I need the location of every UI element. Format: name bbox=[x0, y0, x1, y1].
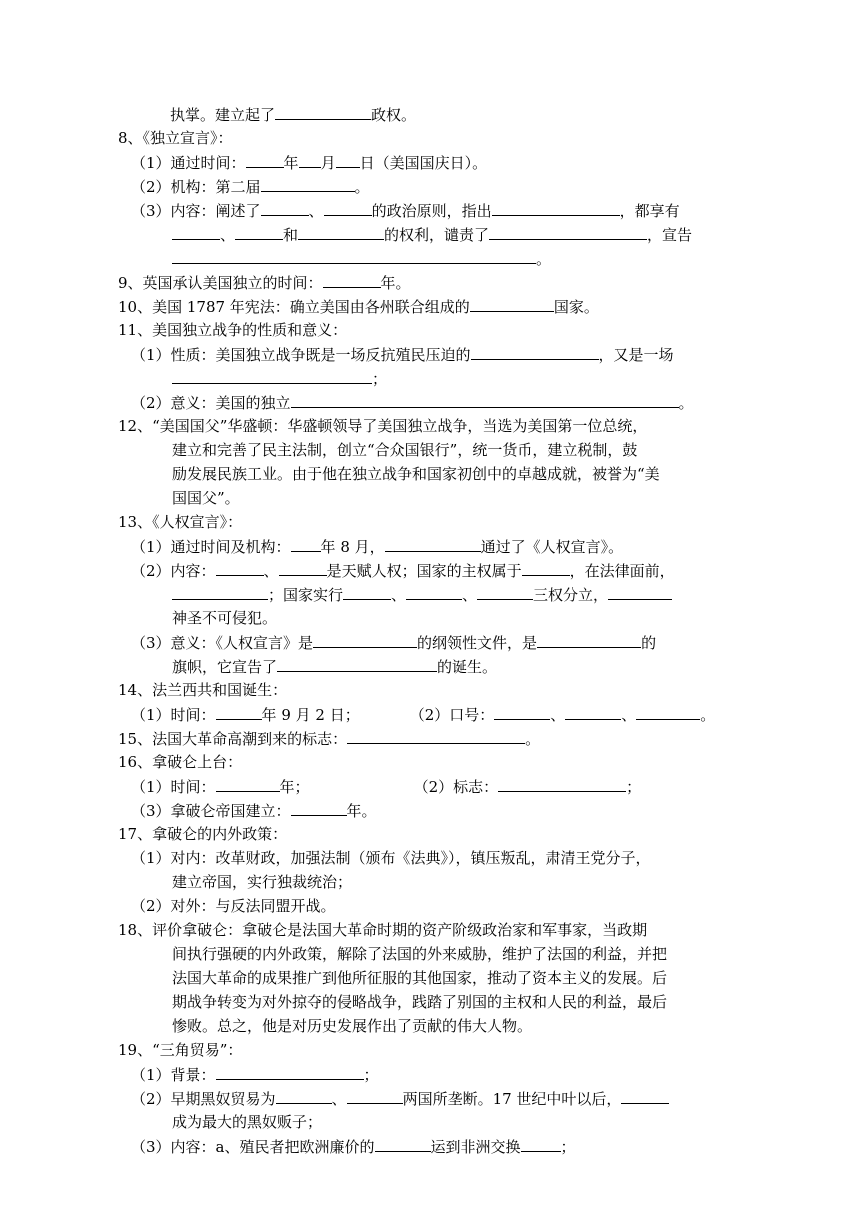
fill-in-blank[interactable] bbox=[279, 560, 327, 576]
line-item9 bbox=[118, 272, 411, 292]
fill-in-blank[interactable] bbox=[277, 656, 437, 672]
text-segment: 惨败。总之，他是对历史发展作出了贡献的伟大人物。 bbox=[172, 1017, 533, 1035]
fill-in-blank[interactable] bbox=[537, 632, 641, 648]
text-segment: 神圣不可侵犯。 bbox=[172, 609, 278, 627]
fill-in-blank[interactable] bbox=[172, 224, 220, 240]
text-segment: （3）内容：阐述了 bbox=[131, 202, 261, 220]
heading-item11 bbox=[118, 320, 347, 340]
text-segment: （1）时间： bbox=[131, 778, 216, 796]
line-item18d bbox=[172, 992, 667, 1012]
text-segment: 年 8 月， bbox=[320, 538, 385, 556]
text-segment: （1）背景： bbox=[131, 1066, 216, 1084]
line-item8-3 bbox=[131, 200, 680, 220]
line-item19-2b bbox=[172, 1112, 322, 1132]
fill-in-blank[interactable] bbox=[291, 800, 347, 816]
text-segment: 12、“美国国父”华盛顿：华盛顿领导了美国独立战争，当选为美国第一位总统， bbox=[118, 417, 648, 435]
text-segment: 国国父”。 bbox=[172, 489, 240, 507]
line-item13-3b bbox=[172, 656, 497, 676]
text-segment: 两国所垄断。17 世纪中叶以后， bbox=[402, 1090, 622, 1108]
text-segment: 、 bbox=[220, 226, 236, 244]
line-item13-1 bbox=[131, 536, 623, 556]
text-segment: （2）机构：第二届 bbox=[131, 178, 261, 196]
text-segment: 17、拿破仑的内外政策： bbox=[118, 825, 288, 843]
text-segment: （2）早期黑奴贸易为 bbox=[131, 1090, 276, 1108]
fill-in-blank[interactable] bbox=[216, 704, 262, 720]
text-segment: 的 bbox=[641, 634, 657, 652]
line-item12c bbox=[172, 464, 660, 484]
fill-in-blank[interactable] bbox=[313, 632, 417, 648]
text-segment: 的政治原则，指出 bbox=[371, 202, 492, 220]
text-segment: 。 bbox=[700, 706, 716, 724]
text-segment: 11、美国独立战争的性质和意义： bbox=[118, 321, 348, 339]
text-segment: （1）对内：改革财政，加强法制（颁布《法典》），镇压叛乱，肃清王党分子， bbox=[131, 849, 651, 867]
line-item13-2c bbox=[172, 608, 277, 628]
fill-in-blank[interactable] bbox=[498, 776, 626, 792]
text-segment: 年。 bbox=[346, 802, 377, 820]
line-item11-1 bbox=[131, 344, 674, 364]
text-segment: 的纲领性文件，是 bbox=[417, 634, 538, 652]
text-segment: （1）通过时间： bbox=[131, 154, 246, 172]
text-segment: （2）口号： bbox=[409, 706, 495, 724]
text-segment: 、 bbox=[308, 202, 324, 220]
line-item17-2 bbox=[131, 896, 336, 916]
fill-in-blank[interactable] bbox=[343, 584, 391, 600]
fill-in-blank[interactable] bbox=[298, 224, 384, 240]
text-segment: 10、美国 1787 年宪法：确立美国由各州联合组成的 bbox=[118, 298, 470, 316]
text-segment: 成为最大的黑奴贩子； bbox=[172, 1113, 323, 1131]
fill-in-blank[interactable] bbox=[246, 152, 284, 168]
text-segment: 国家。 bbox=[553, 298, 599, 316]
fill-in-blank[interactable] bbox=[235, 224, 283, 240]
line-item16-3 bbox=[131, 800, 377, 820]
heading-item8 bbox=[118, 128, 233, 148]
fill-in-blank[interactable] bbox=[324, 200, 372, 216]
text-segment: 旗帜，它宣告了 bbox=[172, 658, 278, 676]
text-segment: 法国大革命的成果推广到他所征服的其他国家，推动了资本主义的发展。后 bbox=[172, 969, 668, 987]
fill-in-blank[interactable] bbox=[621, 1088, 669, 1104]
fill-in-blank[interactable] bbox=[494, 704, 550, 720]
text-segment: （2）意义：美国的独立 bbox=[131, 394, 291, 412]
text-segment: 和 bbox=[283, 226, 299, 244]
line-item13-2 bbox=[131, 560, 675, 580]
line-item13-2b bbox=[172, 584, 672, 604]
heading-item13 bbox=[118, 512, 242, 532]
text-segment: 月 bbox=[320, 154, 336, 172]
text-segment: 18、评价拿破仑：拿破仑是法国大革命时期的资产阶级政治家和军事家，当政期 bbox=[118, 921, 648, 939]
fill-in-blank[interactable] bbox=[276, 1088, 332, 1104]
text-segment: （1）通过时间及机构： bbox=[131, 538, 291, 556]
text-segment: 。 bbox=[678, 394, 694, 412]
text-segment: 。 bbox=[525, 730, 541, 748]
fill-in-blank[interactable] bbox=[522, 560, 570, 576]
fill-in-blank[interactable] bbox=[261, 176, 355, 192]
line-item16-1 bbox=[131, 776, 641, 796]
line-item18e bbox=[172, 1016, 532, 1036]
fill-in-blank[interactable] bbox=[406, 584, 462, 600]
text-segment: 日（美国国庆日）。 bbox=[359, 154, 488, 172]
heading-item17 bbox=[118, 824, 287, 844]
line-item11-1b bbox=[172, 368, 387, 388]
text-segment: （2）标志： bbox=[413, 778, 499, 796]
heading-item19 bbox=[118, 1040, 242, 1060]
text-segment: ； bbox=[372, 370, 388, 388]
fill-in-blank[interactable] bbox=[216, 776, 280, 792]
text-segment: 建立帝国，实行独裁统治； bbox=[172, 873, 353, 891]
line-item18c bbox=[172, 968, 667, 988]
text-segment: 的权利，谴责了 bbox=[384, 226, 490, 244]
text-segment: （2）对外：与反法同盟开战。 bbox=[131, 897, 336, 915]
text-segment: 年 9 月 2 日； bbox=[261, 706, 360, 724]
text-segment: 建立和完善了民主法制，创立“合众国银行”，统一货币，建立税制，鼓 bbox=[172, 441, 638, 459]
line-item17-1 bbox=[131, 848, 651, 868]
line-item12b bbox=[172, 440, 637, 460]
line-item8-1 bbox=[131, 152, 487, 172]
text-segment: 15、法国大革命高潮到来的标志： bbox=[118, 730, 348, 748]
line-item12d bbox=[172, 488, 240, 508]
text-segment: （2）内容： bbox=[131, 562, 216, 580]
line-item17-1b bbox=[172, 872, 352, 892]
line-item11-2 bbox=[131, 392, 694, 412]
text-segment: 年。 bbox=[380, 274, 411, 292]
fill-in-blank[interactable] bbox=[470, 296, 554, 312]
text-segment: ；国家实行 bbox=[268, 586, 344, 604]
text-segment: 16、拿破仑上台： bbox=[118, 753, 243, 771]
text-segment: ，又是一场 bbox=[598, 346, 674, 364]
line-item13-3 bbox=[131, 632, 656, 652]
fill-in-blank[interactable] bbox=[477, 584, 533, 600]
heading-item16 bbox=[118, 752, 242, 772]
text-segment: 13、《人权宣言》： bbox=[118, 513, 243, 531]
text-segment: ，宣告 bbox=[647, 226, 693, 244]
text-segment: 期战争转变为对外掠夺的侵略战争，践踏了别国的主权和人民的利益，最后 bbox=[172, 993, 668, 1011]
heading-item14 bbox=[118, 680, 287, 700]
line-item14 bbox=[131, 704, 715, 724]
text-segment: 、 bbox=[621, 706, 637, 724]
text-segment: （3）内容：a、殖民者把欧洲廉价的 bbox=[131, 1138, 375, 1156]
fill-in-blank[interactable] bbox=[172, 584, 268, 600]
line-item8-3c bbox=[172, 248, 551, 268]
fill-in-blank[interactable] bbox=[291, 536, 321, 552]
fill-in-blank[interactable] bbox=[275, 104, 371, 120]
fill-in-blank[interactable] bbox=[291, 392, 679, 408]
line-item10 bbox=[118, 296, 599, 316]
fill-in-blank[interactable] bbox=[489, 224, 647, 240]
text-segment: 年； bbox=[279, 778, 310, 796]
fill-in-blank[interactable] bbox=[492, 200, 620, 216]
fill-in-blank[interactable] bbox=[172, 248, 536, 264]
line-item18 bbox=[118, 920, 647, 940]
text-segment: 政权。 bbox=[371, 106, 417, 124]
text-segment: 励发展民族工业。由于他在独立战争和国家初创中的卓越成就，被誉为“美 bbox=[172, 465, 660, 483]
fill-in-blank[interactable] bbox=[172, 368, 372, 384]
text-segment: 、 bbox=[263, 562, 279, 580]
line-item19-2 bbox=[131, 1088, 669, 1108]
text-segment: 19、“三角贸易”： bbox=[118, 1041, 243, 1059]
line-item19-1 bbox=[131, 1064, 379, 1084]
text-segment: 、 bbox=[331, 1090, 347, 1108]
text-segment: 通过了《人权宣言》。 bbox=[480, 538, 624, 556]
fill-in-blank[interactable] bbox=[521, 1136, 561, 1152]
fill-in-blank[interactable] bbox=[299, 152, 321, 168]
fill-in-blank[interactable] bbox=[261, 200, 309, 216]
text-segment: 。 bbox=[536, 250, 552, 268]
fill-in-blank[interactable] bbox=[216, 560, 264, 576]
text-segment: （1）性质：美国独立战争既是一场反抗殖民压迫的 bbox=[131, 346, 471, 364]
fill-in-blank[interactable] bbox=[385, 536, 481, 552]
text-segment: ； bbox=[560, 1138, 576, 1156]
fill-in-blank[interactable] bbox=[471, 344, 599, 360]
text-segment: 、 bbox=[462, 586, 478, 604]
text-segment: （3）意义：《人权宣言》是 bbox=[131, 634, 314, 652]
text-segment: 运到非洲交换 bbox=[430, 1138, 521, 1156]
fill-in-blank[interactable] bbox=[565, 704, 621, 720]
line-item7-cont bbox=[170, 104, 416, 124]
fill-in-blank[interactable] bbox=[336, 152, 360, 168]
line-item18b bbox=[172, 944, 667, 964]
text-segment: ，都享有 bbox=[619, 202, 680, 220]
text-segment: （1）时间： bbox=[131, 706, 216, 724]
text-segment: 年 bbox=[283, 154, 299, 172]
text-segment: 14、法兰西共和国诞生： bbox=[118, 681, 288, 699]
fill-in-blank[interactable] bbox=[216, 1064, 364, 1080]
fill-in-blank[interactable] bbox=[608, 584, 672, 600]
text-segment: 的诞生。 bbox=[437, 658, 498, 676]
text-segment: 三权分立， bbox=[533, 586, 609, 604]
text-segment: 8、《独立宣言》： bbox=[118, 129, 233, 147]
fill-in-blank[interactable] bbox=[347, 728, 525, 744]
fill-in-blank[interactable] bbox=[347, 1088, 403, 1104]
fill-in-blank[interactable] bbox=[323, 272, 381, 288]
text-segment: 9、英国承认美国独立的时间： bbox=[118, 274, 323, 292]
line-item8-2 bbox=[131, 176, 370, 196]
text-segment: 是天赋人权；国家的主权属于 bbox=[326, 562, 522, 580]
text-segment: （3）拿破仑帝国建立： bbox=[131, 802, 291, 820]
line-item12 bbox=[118, 416, 647, 436]
fill-in-blank[interactable] bbox=[636, 704, 700, 720]
line-item19-3 bbox=[131, 1136, 576, 1156]
text-segment: ，在法律面前， bbox=[569, 562, 675, 580]
text-segment: 间执行强硬的内外政策，解除了法国的外来威胁，维护了法国的利益，并把 bbox=[172, 945, 668, 963]
text-segment: ； bbox=[363, 1066, 379, 1084]
text-segment: 。 bbox=[354, 178, 370, 196]
text-segment: 、 bbox=[550, 706, 566, 724]
text-segment: 执掌。建立起了 bbox=[170, 106, 276, 124]
line-item8-3b bbox=[172, 224, 692, 244]
text-segment: 、 bbox=[391, 586, 407, 604]
fill-in-blank[interactable] bbox=[375, 1136, 431, 1152]
line-item15 bbox=[118, 728, 540, 748]
text-segment: ； bbox=[626, 778, 642, 796]
